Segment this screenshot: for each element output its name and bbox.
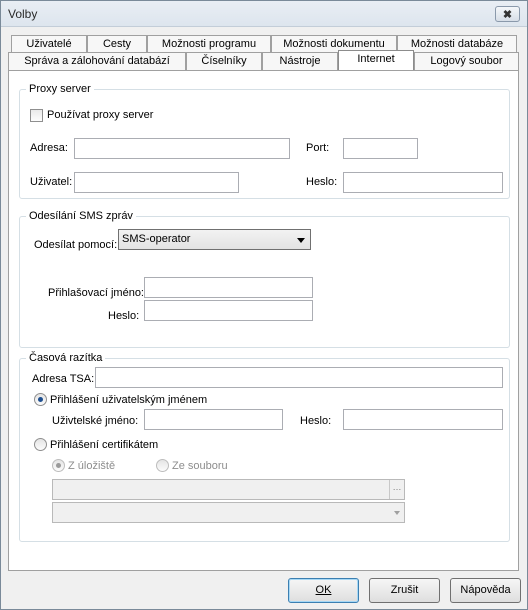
proxy-group [19, 83, 510, 199]
proxy-address-input[interactable] [74, 138, 290, 159]
tab-users[interactable]: Uživatelé [11, 35, 87, 53]
login-user-label: Přihlášení uživatelským jménem [50, 394, 208, 406]
from-store-label: Z úložiště [68, 460, 116, 472]
tsa-password-label: Heslo: [300, 415, 332, 427]
ok-button[interactable] [288, 578, 359, 603]
proxy-address-label: Adresa: [30, 142, 68, 154]
tsa-username-input[interactable] [144, 409, 283, 430]
sms-legend: Odesílání SMS zpráv [26, 210, 136, 222]
login-cert-label: Přihlášení certifikátem [50, 439, 159, 451]
tab-paths[interactable]: Cesty [87, 35, 147, 53]
tsa-legend: Časová razítka [26, 352, 105, 364]
from-store-radio[interactable] [52, 459, 65, 472]
sms-login-label: Přihlašovací jméno: [48, 287, 144, 299]
tab-database-options[interactable]: Možnosti databáze [397, 35, 517, 53]
sms-provider-select[interactable] [118, 229, 311, 250]
proxy-password-input[interactable] [343, 172, 503, 193]
cancel-button-label: Zrušit [390, 584, 419, 596]
tsa-group [19, 352, 510, 542]
proxy-password-label: Heslo: [306, 176, 338, 188]
close-icon: ✖ [502, 8, 513, 21]
internet-tab-panel [8, 70, 519, 571]
certificate-select[interactable] [52, 502, 405, 523]
proxy-legend: Proxy server [26, 83, 94, 95]
browse-button[interactable]: … [389, 480, 404, 499]
sms-group [19, 210, 510, 348]
tab-log-file[interactable]: Logový soubor [414, 52, 519, 70]
sms-send-label: Odesílat pomocí: [34, 239, 118, 251]
tsa-password-input[interactable] [343, 409, 503, 430]
sms-login-input[interactable] [144, 277, 313, 298]
tsa-address-input[interactable] [95, 367, 503, 388]
chevron-down-icon [297, 238, 305, 243]
proxy-port-label: Port: [306, 142, 330, 154]
tab-codebooks[interactable]: Číselníky [186, 52, 262, 70]
proxy-port-input[interactable] [343, 138, 418, 159]
tab-database-management[interactable]: Správa a zálohování databází [8, 52, 186, 70]
tab-tools[interactable]: Nástroje [262, 52, 338, 70]
login-cert-radio[interactable] [34, 438, 47, 451]
certificate-path-input[interactable] [52, 479, 405, 500]
window-title: Volby [8, 7, 38, 21]
proxy-user-input[interactable] [74, 172, 239, 193]
login-user-radio[interactable] [34, 393, 47, 406]
tab-internet[interactable]: Internet [338, 50, 414, 70]
chevron-down-icon [394, 511, 400, 515]
ok-button-label: OK [315, 584, 332, 596]
help-button-label: Nápověda [460, 584, 511, 596]
from-file-label: Ze souboru [172, 460, 228, 472]
tsa-address-label: Adresa TSA: [32, 373, 95, 385]
proxy-user-label: Uživatel: [30, 176, 73, 188]
help-button[interactable] [450, 578, 521, 603]
tsa-username-label: Uživtelské jméno: [52, 415, 139, 427]
sms-provider-value: SMS-operator [122, 233, 191, 245]
use-proxy-checkbox[interactable] [30, 109, 43, 122]
sms-password-input[interactable] [144, 300, 313, 321]
title-bar [1, 1, 527, 27]
cancel-button[interactable] [369, 578, 440, 603]
from-file-radio[interactable] [156, 459, 169, 472]
tab-program-options[interactable]: Možnosti programu [147, 35, 271, 53]
sms-password-label: Heslo: [108, 310, 140, 322]
close-button[interactable] [495, 6, 520, 22]
tab-document-options[interactable]: Možnosti dokumentu [271, 35, 397, 53]
use-proxy-label: Používat proxy server [47, 109, 154, 121]
